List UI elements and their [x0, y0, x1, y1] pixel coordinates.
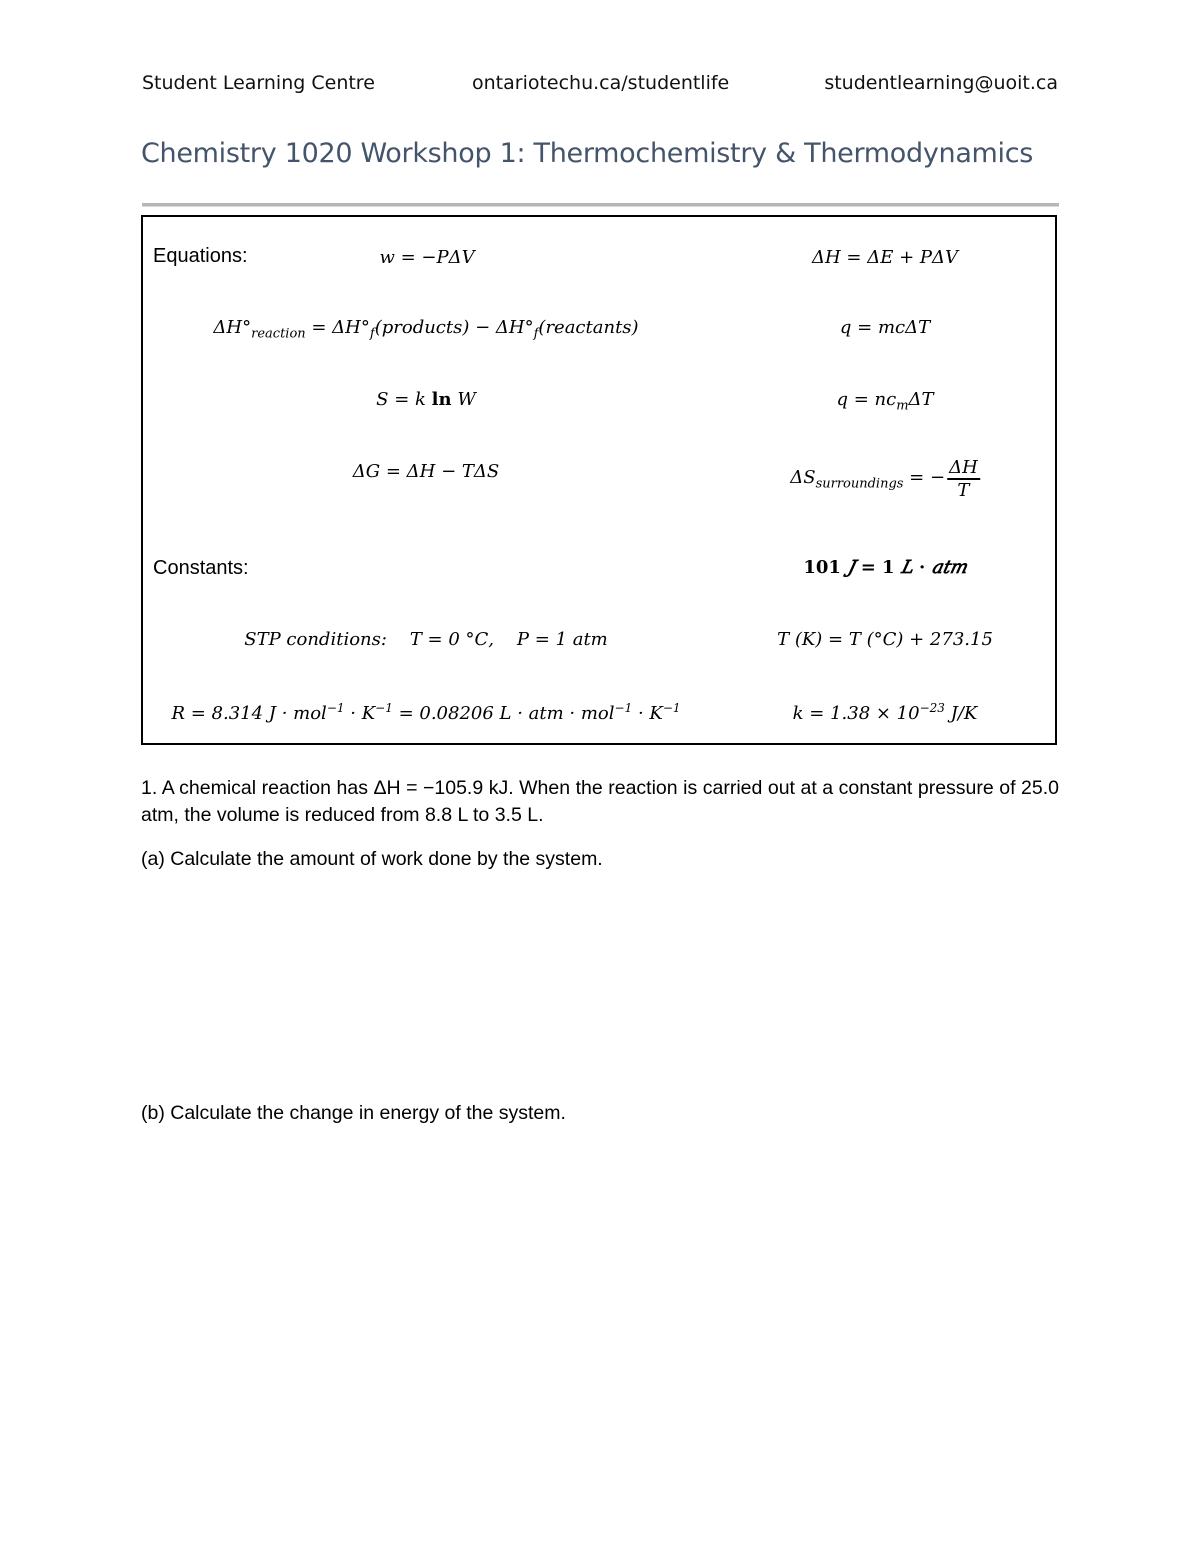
work-equation: 𝑤 = −𝑃Δ𝑉 [379, 247, 475, 268]
header-email[interactable]: studentlearning@uoit.ca [824, 72, 1058, 94]
document-title: Chemistry 1020 Workshop 1: Thermochemistry & Thermodynamics [141, 138, 1034, 169]
gas-constant: 𝑅 = 8.314 𝐽 · 𝑚𝑜𝑙$^{-1}$ · 𝐾$^{-1}$ = 0.08206 𝐿 · 𝑎𝑡𝑚 · 𝑚𝑜𝑙$^{-1}$ · 𝐾$^{-1}$ [171, 701, 681, 724]
boltzmann-constant: 𝑘 = $1.38 \times 10^{-23}$ 𝐽/𝐾 [792, 701, 978, 724]
stp-conditions: 𝑆𝑇𝑃 𝑐𝑜𝑛𝑑𝑖𝑡𝑖𝑜𝑛𝑠: 𝑇 = 0 °𝐶, 𝑃 = 1 𝑎𝑡𝑚 [244, 629, 608, 650]
question-1a-text: (a) Calculate the amount of work done by the system. [141, 848, 603, 870]
heat-mass-equation: 𝑞 = 𝑚𝑐Δ𝑇 [839, 317, 931, 338]
question-1-text: 1. A chemical reaction has ΔH = −105.9 kJ. When the reaction is carried out at a constant pressure of 25.0 atm, the volume is reduced from 8.8 L to 3.5 L. [141, 777, 1059, 826]
header-website[interactable]: ontariotechu.ca/studentlife [472, 72, 730, 94]
constants-label: Constants: [153, 557, 249, 579]
boltzmann-entropy-equation: 𝑆 = 𝑘 ln 𝑊 [376, 389, 476, 410]
page-header [142, 72, 1058, 102]
hess-law-equation: $\Delta 𝐻^\circ_{𝑟𝑒𝑎𝑐𝑡𝑖𝑜𝑛}$ = $\Delta 𝐻^\circ_𝑓(𝑝𝑟𝑜𝑑𝑢𝑐𝑡𝑠)$ − $\Delta 𝐻^\circ_𝑓(𝑟𝑒𝑎𝑐𝑡𝑎𝑛𝑡𝑠)$ [213, 317, 639, 342]
entropy-surroundings-equation: Δ𝑆$_{𝑠𝑢𝑟𝑟𝑜𝑢𝑛𝑑𝑖𝑛𝑔𝑠}$ = − Δ𝐻 𝑇 [790, 457, 978, 501]
joule-latm-conversion: 101 𝐽 = 1 𝐿 · 𝑎𝑡𝑚 [803, 557, 967, 578]
title-divider [142, 203, 1059, 207]
equations-constants-box [141, 215, 1057, 745]
heat-molar-equation: 𝑞 = 𝑛𝑐$_𝑚$Δ𝑇 [836, 389, 934, 414]
header-org-name: Student Learning Centre [142, 72, 375, 94]
question-1b-text: (b) Calculate the change in energy of the system. [141, 1102, 566, 1124]
equations-label: Equations: [153, 245, 248, 267]
kelvin-conversion: 𝑇 (𝐾) = 𝑇 (°𝐶) + 273.15 [777, 629, 993, 650]
gibbs-equation: Δ𝐺 = Δ𝐻 − 𝑇Δ𝑆 [352, 461, 500, 482]
enthalpy-energy-equation: Δ𝐻 = Δ𝐸 + 𝑃Δ𝑉 [812, 247, 958, 268]
